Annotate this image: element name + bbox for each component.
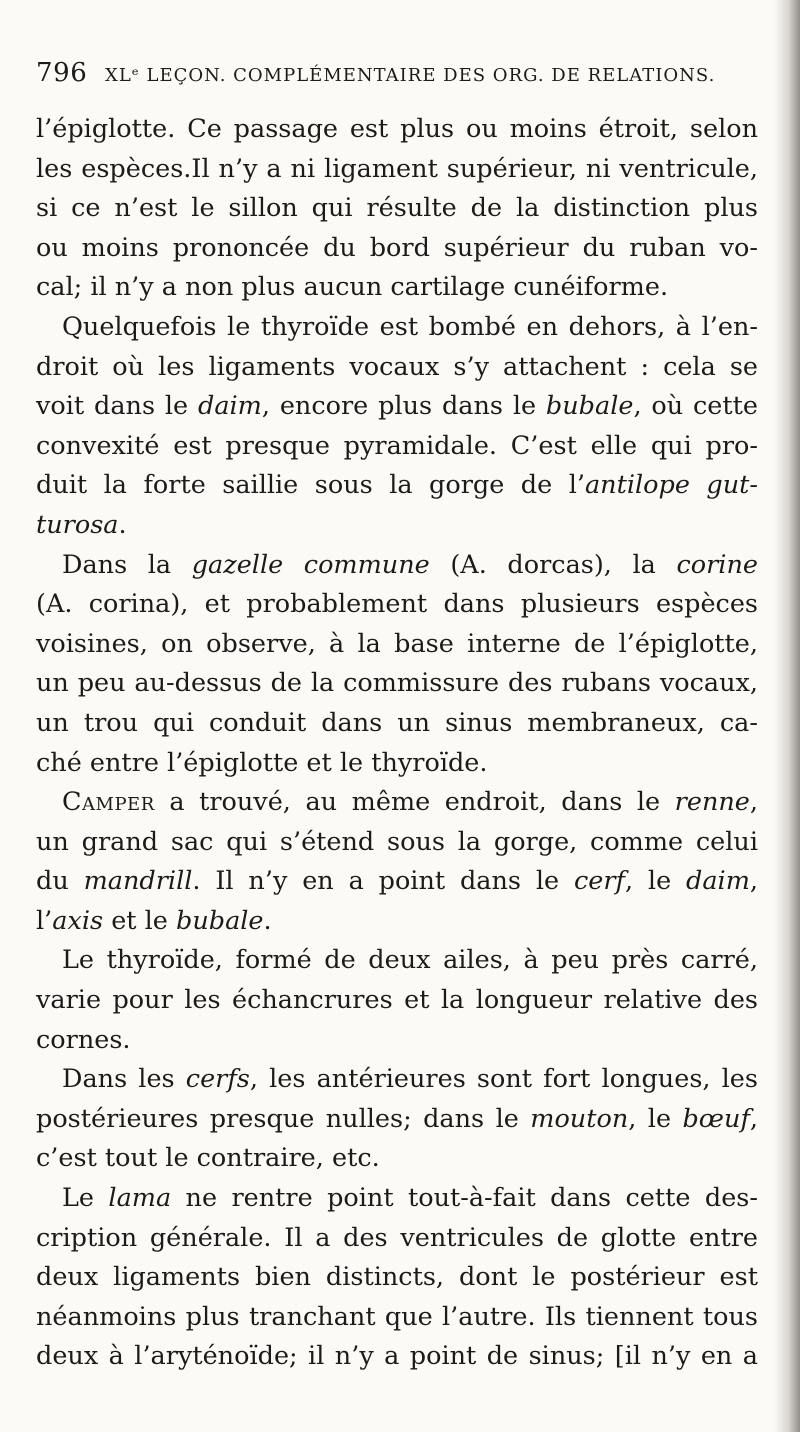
text-line — [36, 744, 758, 784]
text-run: (A. corina), et probablement dans plusieurs espèces — [36, 589, 758, 620]
text-line — [36, 1179, 758, 1219]
text-run: (A. dorcas), la — [429, 549, 677, 580]
text-run: cornes. — [36, 1024, 131, 1055]
text-run: ché entre l’épiglotte et le thyroïde. — [36, 747, 488, 778]
running-title: XLᵉ LEÇON. COMPLÉMENTAIRE DES ORG. DE RELATIONS. — [105, 65, 716, 86]
italic-term: daim — [198, 391, 262, 422]
text-run: . — [263, 905, 272, 936]
text-line — [36, 229, 758, 269]
italic-term: bubale — [545, 391, 634, 422]
text-run: convexité est presque pyramidale. C’est elle qui pro- — [36, 430, 758, 461]
page-number: 796 — [36, 58, 88, 88]
text-run: , — [749, 1103, 758, 1134]
body-text — [36, 110, 758, 1377]
text-run: deux ligaments bien distincts, dont le postérieur est — [36, 1262, 758, 1293]
text-line — [36, 110, 758, 150]
text-run: l’ — [36, 905, 53, 936]
text-run: voit dans le — [36, 391, 198, 422]
text-line — [36, 189, 758, 229]
text-run: Quelquefois le thyroïde est bombé en dehors, à l’en- — [62, 311, 758, 342]
italic-term: corine — [676, 549, 758, 580]
text-line — [36, 348, 758, 388]
text-run: voisines, on observe, à la base interne de l’épiglotte, — [36, 628, 758, 659]
text-run: ou moins prononcée du bord supérieur du ruban vo- — [36, 232, 758, 263]
text-run: , encore plus dans le — [261, 391, 546, 422]
italic-term: mouton — [530, 1103, 629, 1134]
text-run: c’est tout le contraire, etc. — [36, 1143, 380, 1174]
page-edge-shadow — [774, 0, 800, 1432]
text-line — [36, 823, 758, 863]
text-run: . Il n’y en a point dans le — [192, 866, 574, 897]
text-line — [36, 704, 758, 744]
text-run: Le — [62, 1183, 109, 1214]
text-run: ne rentre point tout-à-fait dans cette des- — [171, 1183, 758, 1214]
text-line — [36, 1258, 758, 1298]
text-run: , — [749, 787, 758, 818]
italic-term: antilope gut- — [584, 470, 758, 501]
text-run: , le — [624, 866, 687, 897]
text-line — [36, 387, 758, 427]
text-line — [36, 268, 758, 308]
text-line — [36, 150, 758, 190]
italic-term: daim — [686, 866, 750, 897]
text-line — [36, 308, 758, 348]
text-line — [36, 546, 758, 586]
text-run: et le — [103, 905, 176, 936]
text-run: , — [749, 866, 758, 897]
text-run: cription générale. Il a des ventricules de glotte entre — [36, 1222, 758, 1253]
text-line — [36, 1219, 758, 1259]
text-run: . — [118, 509, 127, 540]
text-line — [36, 862, 758, 902]
text-line — [36, 466, 758, 506]
author-name: Camper — [62, 787, 155, 818]
text-line — [36, 1021, 758, 1061]
text-run: cal; il n’y a non plus aucun cartilage cunéiforme. — [36, 272, 669, 303]
text-run: si ce n’est le sillon qui résulte de la distinction plus — [36, 193, 758, 224]
text-line — [36, 1060, 758, 1100]
text-run: , le — [628, 1103, 683, 1134]
text-run: , les antérieures sont fort longues, les — [249, 1064, 758, 1095]
text-run: néanmoins plus tranchant que l’autre. Ils tiennent tous — [36, 1301, 758, 1332]
text-run: un peu au-dessus de la commissure des rubans vocaux, — [36, 668, 758, 699]
text-run: varie pour les échancrures et la longueur relative des — [36, 985, 758, 1016]
text-line — [36, 1337, 758, 1377]
italic-term: bœuf — [682, 1103, 750, 1134]
italic-term: turosa — [36, 509, 119, 540]
text-run: Dans la — [62, 549, 192, 580]
italic-term: bubale — [176, 905, 264, 936]
italic-term: cerfs — [185, 1064, 250, 1095]
text-line — [36, 625, 758, 665]
text-line — [36, 506, 758, 546]
text-run: Dans les — [62, 1064, 186, 1095]
text-run: un trou qui conduit dans un sinus membraneux, ca- — [36, 707, 758, 738]
text-run: deux à l’aryténoïde; il n’y a point de sinus; [il n’y en a — [36, 1341, 758, 1372]
italic-term: cerf — [573, 866, 625, 897]
text-run: du — [36, 866, 84, 897]
text-run: un grand sac qui s’étend sous la gorge, comme celui — [36, 826, 758, 857]
text-run: droit où les ligaments vocaux s’y attachent : cela se — [36, 351, 758, 382]
text-line — [36, 783, 758, 823]
text-line — [36, 1100, 758, 1140]
italic-term: renne — [674, 787, 750, 818]
text-run: Le thyroïde, formé de deux ailes, à peu près carré, — [62, 945, 758, 976]
text-line — [36, 427, 758, 467]
italic-term: lama — [108, 1183, 172, 1214]
text-run: l’épiglotte. Ce passage est plus ou moins étroit, selon — [36, 114, 758, 144]
text-run: postérieures presque nulles; dans le — [36, 1103, 531, 1134]
text-line — [36, 1298, 758, 1338]
italic-term: gazelle commune — [191, 549, 430, 580]
text-run: les espèces.Il n’y a ni ligament supérieur, ni ventricule, — [36, 153, 758, 184]
text-line — [36, 664, 758, 704]
running-header — [36, 58, 758, 98]
text-run: duit la forte saillie sous la gorge de l’ — [36, 470, 585, 501]
italic-term: axis — [52, 905, 104, 936]
text-line — [36, 941, 758, 981]
text-run: , où cette — [633, 391, 758, 422]
italic-term: mandrill — [83, 866, 193, 897]
text-line — [36, 585, 758, 625]
text-line — [36, 1139, 758, 1179]
text-line — [36, 981, 758, 1021]
text-line — [36, 902, 758, 942]
text-run: a trouvé, au même endroit, dans le — [154, 787, 675, 818]
